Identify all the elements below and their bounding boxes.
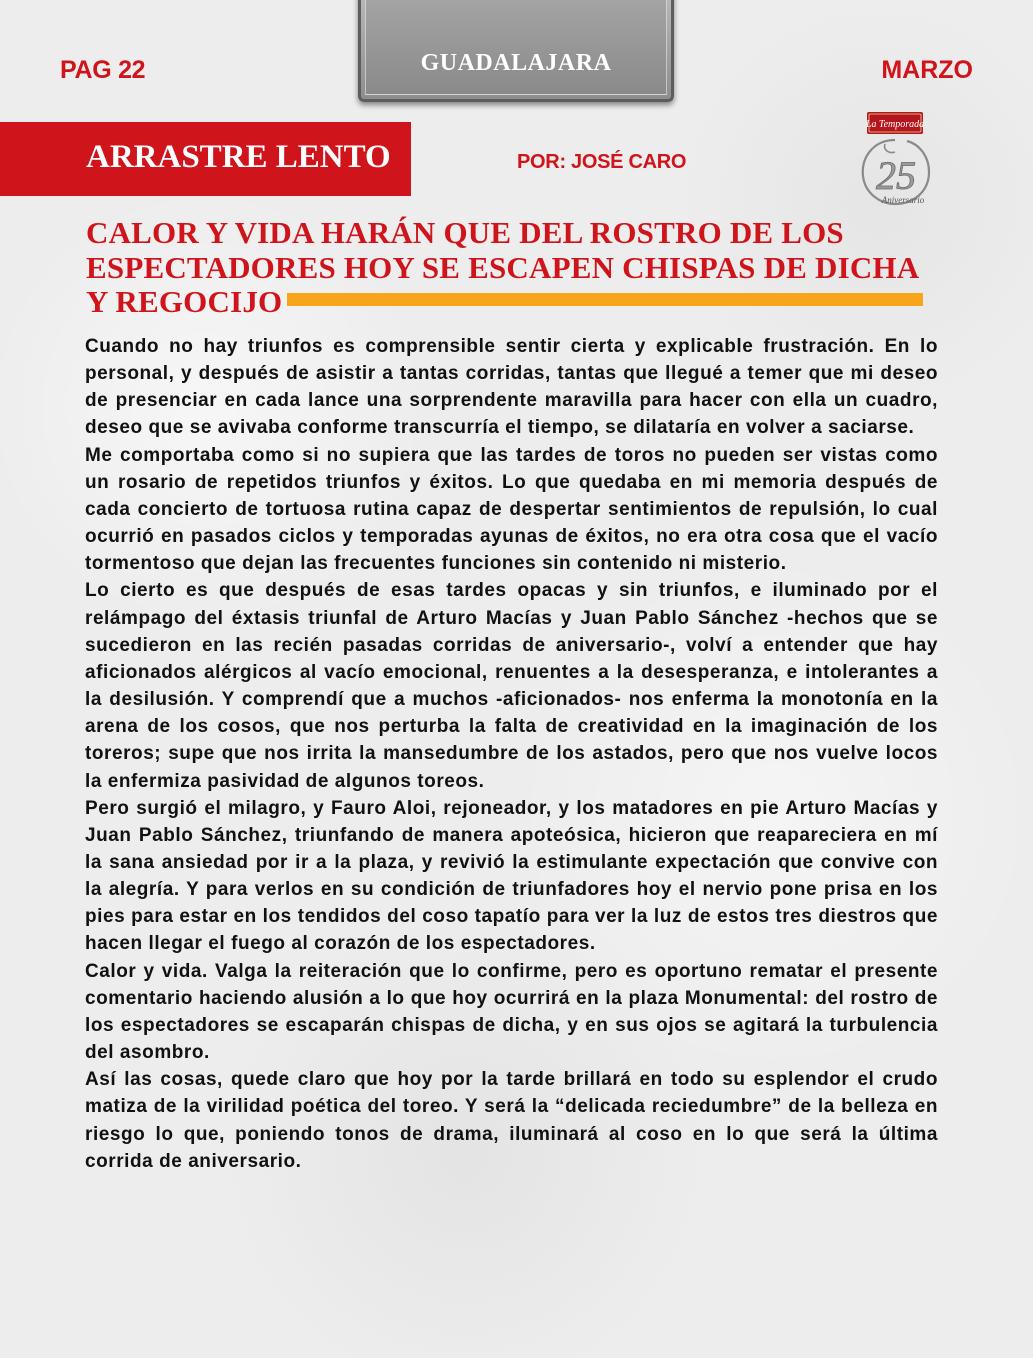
section-title: ARRASTRE LENTO [86, 139, 391, 175]
logo-brand: La Temporada [865, 119, 925, 130]
article-paragraph: Calor y vida. Valga la reiteración que lo confirme, pero es oportuno rematar el presente comentario haciendo alusión a lo que hoy ocurrirá en la plaza Monumental: del rostro de los espectadores se escaparán chispas de dicha, y en sus ojos se agitará la turbulencia del asombro. [85, 960, 938, 1064]
page-number: PAG 22 [60, 56, 146, 84]
anniversary-seal-icon [855, 110, 935, 210]
article-body [85, 333, 938, 1175]
city-name: GUADALAJARA [420, 50, 612, 76]
logo-bull-horns [885, 144, 895, 153]
article-paragraph: Lo cierto es que después de esas tardes opacas y sin triunfos, e iluminado por el relámpago del éxtasis triunfal de Arturo Macías y Juan Pablo Sánchez -hechos que se sucedieron en las recién pasadas corridas de aniversario-, volví a entender que hay aficionados alérgicos al vacío emocional, renuentes a la desesperanza, e intolerantes a la desilusión. Y comprendí que a muchos -aficionados- nos enferma la monotonía en la arena de los cosos, que nos perturba la falta de creatividad en la imaginación de los toreros; supe que nos irrita la mansedumbre de los astados, pero que nos vuelve locos la enfermiza pasividad de algunos toreos. [85, 580, 938, 792]
author-byline: POR: JOSÉ CARO [517, 151, 687, 173]
article-paragraph: Pero surgió el milagro, y Fauro Aloi, rejoneador, y los matadores en pie Arturo Macías y Juan Pablo Sánchez, triunfando de manera apoteósica, hicieron que reapareciera en mí la sana ansiedad por ir a la plaza, y revivió la estimulante expectación que convive con la alegría. Y para verlos en su condición de triunfadores hoy el nervio pone prisa en los pies para estar en los tendidos del coso tapatío para ver la luz de estos tres diestros que hacen llegar el fuego al corazón de los espectadores. [85, 797, 938, 955]
city-tab-inner [365, 0, 667, 95]
issue-month: MARZO [881, 56, 973, 84]
article-headline: CALOR Y VIDA HARÁN QUE DEL ROSTRO DE LOS ESPECTADORES HOY SE ESCAPEN CHISPAS DE DICHA Y REGOCIJO [86, 215, 918, 319]
headline-rule [287, 293, 923, 306]
city-tab [358, 0, 674, 102]
logo-caption: Aniversario [881, 195, 925, 205]
article-paragraph: Me comportaba como si no supiera que las tardes de toros no pueden ser vistas como un rosario de repetidos triunfos y éxitos. Lo que quedaba en mi memoria después de cada concierto de tortuosa rutina capaz de despertar sentimientos de repulsión, lo cual ocurrió en pasados ciclos y temporadas ayunas de éxitos, no era otra cosa que el vacío tormentoso que dejan las frecuentes funciones sin contenido ni misterio. [85, 444, 938, 575]
logo-number: 25 [876, 153, 916, 198]
article-paragraph: Cuando no hay triunfos es comprensible sentir cierta y explicable frustración. En lo personal, y después de asistir a tantas corridas, tantas que llegué a temer que mi deseo de presenciar en cada lance una sorprendente maravilla para hacer con ella un cuadro, deseo que se avivaba conforme transcurría el tiempo, se dilataría en volver a saciarse. [85, 336, 938, 439]
article-paragraph: Así las cosas, quede claro que hoy por la tarde brillará en todo su esplendor el crudo matiza de la virilidad poética del toreo. Y será la “delicada reciedumbre” de la belleza en riesgo lo que, poniendo tonos de drama, iluminará al coso en lo que será la última corrida de aniversario. [85, 1069, 938, 1172]
